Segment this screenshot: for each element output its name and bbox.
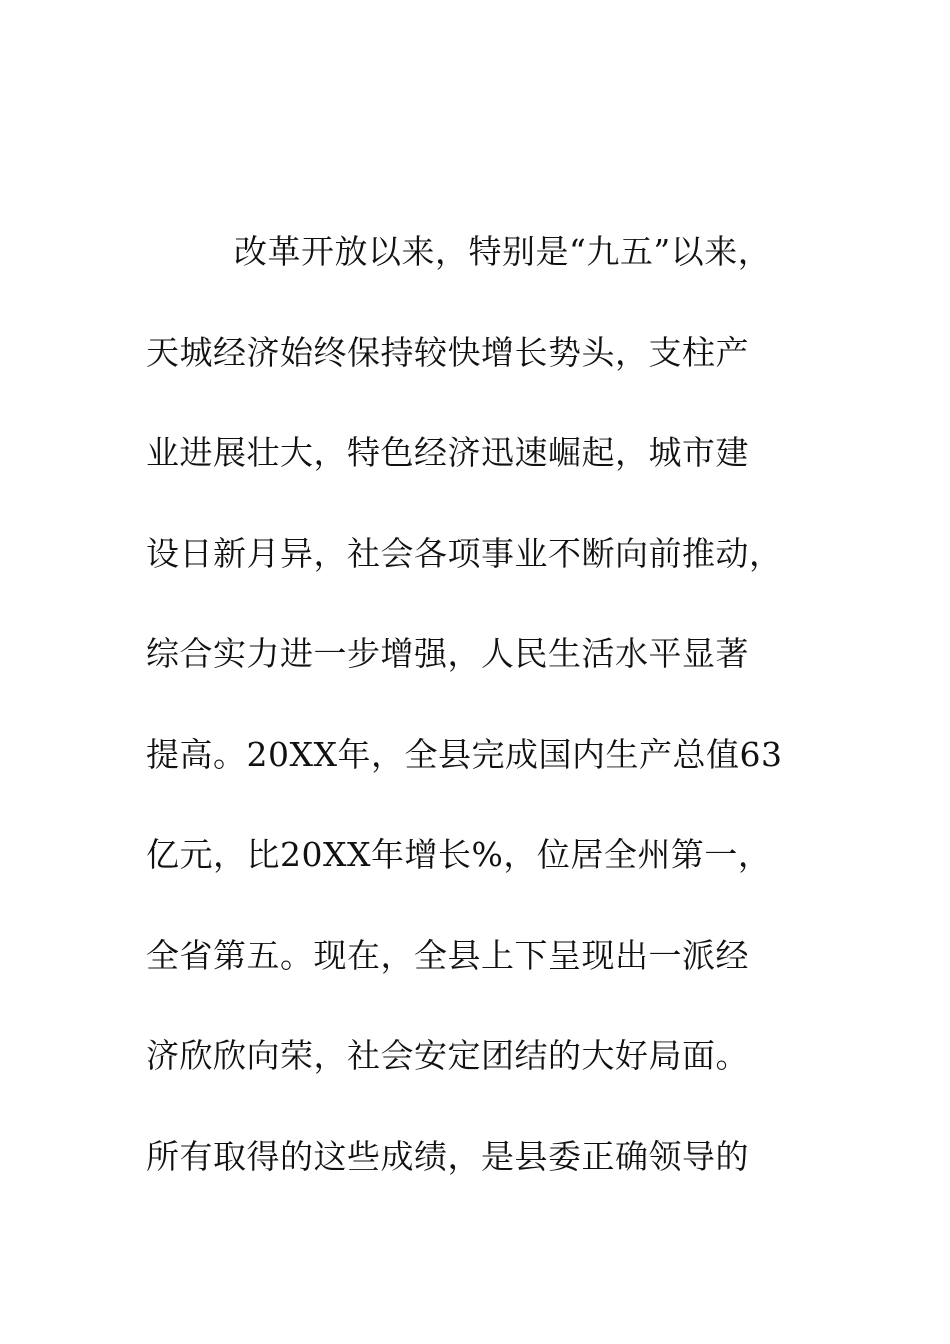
text-line: 设日新月异，社会各项事业不断向前推动， [146,533,783,573]
text-line: 综合实力进一步增强，人民生活水平显著 [146,634,749,673]
text-line: 所有取得的这些成绩，是县委正确领导的 [146,1136,749,1176]
text-line: 业进展壮大，特色经济迅速崛起，城市建 [146,433,749,472]
text-line: 提高。20XX年，全县完成国内生产总值63 [146,734,783,774]
text-line: 济欣欣向荣，社会安定团结的大好局面。 [146,1036,749,1075]
text-line: 改革开放以来，特别是“九五”以来， [234,232,772,271]
text-line: 亿元，比20XX年增长%，位居全州第一， [146,835,772,874]
text-line: 全省第五。现在，全县上下呈现出一派经 [146,935,749,975]
text-line: 天城经济始终保持较快增长势头，支柱产 [146,332,749,372]
body-paragraph [146,220,826,1225]
